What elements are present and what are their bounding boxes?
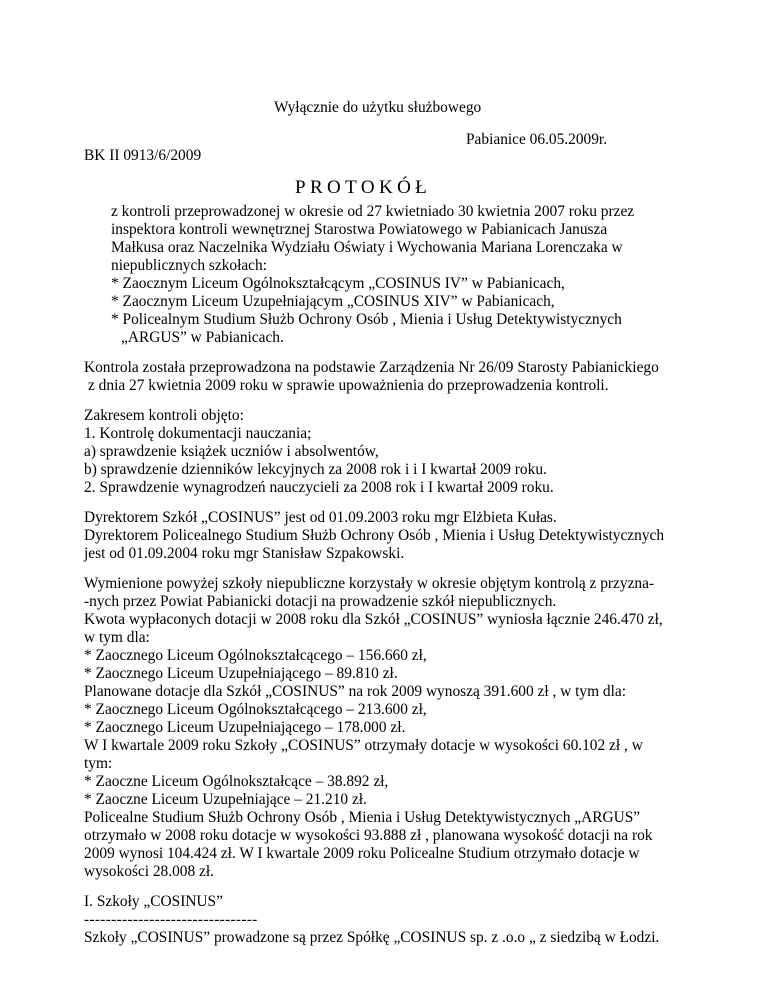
directors-line: Dyrektorem Szkół „COSINUS” jest od 01.09.2003 roku mgr Elżbieta Kułas. (84, 509, 557, 526)
intro-line: „ARGUS” w Pabianicach. (121, 329, 284, 346)
intro-line: z kontroli przeprowadzonej w okresie od 27 kwietniado 30 kwietnia 2007 roku przez (111, 203, 635, 220)
subsidies-line: W I kwartale 2009 roku Szkoły „COSINUS” otrzymały dotacje w wysokości 60.102 zł , w (84, 737, 643, 754)
reference-number: BK II 0913/6/2009 (84, 147, 202, 164)
subsidies-line: 2009 wynosi 104.424 zł. W I kwartale 2009 roku Policealne Studium otrzymało dotacje w (84, 845, 640, 862)
subsidies-line: * Zaocznego Liceum Uzupełniającego – 89.810 zł. (84, 665, 398, 682)
scope-line: 1. Kontrolę dokumentacji nauczania; (84, 425, 312, 442)
scope-line: b) sprawdzenie dzienników lekcyjnych za 2008 rok i i I kwartał 2009 roku. (84, 461, 547, 478)
subsidies-line: otrzymało w 2008 roku dotacje w wysokości 93.888 zł , planowana wysokość dotacji na rok (84, 827, 653, 844)
section-rule: -------------------------------- (84, 911, 258, 928)
subsidies-line: tym: (84, 755, 113, 772)
subsidies-line: * Zaocznego Liceum Ogólnokształcącego – 156.660 zł, (84, 647, 427, 664)
basis-line: Kontrola została przeprowadzona na podstawie Zarządzenia Nr 26/09 Starosty Pabianickiego (84, 359, 659, 376)
scope-line: a) sprawdzenie książek uczniów i absolwentów, (84, 443, 379, 460)
intro-line: inspektora kontroli wewnętrznej Starostwa Powiatowego w Pabianicach Janusza (111, 221, 608, 238)
document-title: PROTOKÓŁ (295, 177, 432, 198)
subsidies-line: -nych przez Powiat Pabianicki dotacji na prowadzenie szkół niepublicznych. (84, 593, 557, 610)
subsidies-line: Policealne Studium Służb Ochrony Osób , Mienia i Usług Detektywistycznych „ARGUS” (84, 809, 641, 826)
subsidies-line: Kwota wypłaconych dotacji w 2008 roku dla Szkół „COSINUS” wyniosła łącznie 246.470 zł, (84, 611, 663, 628)
subsidies-line: * Zaoczne Liceum Ogólnokształcące – 38.892 zł, (84, 773, 389, 790)
directors-line: Dyrektorem Policealnego Studium Służb Ochrony Osób , Mienia i Usług Detektywistycznych (84, 527, 665, 544)
scope-line: Zakresem kontroli objęto: (84, 407, 244, 424)
document-date: Pabianice 06.05.2009r. (466, 131, 608, 148)
directors-line: jest od 01.09.2004 roku mgr Stanisław Szpakowski. (84, 545, 405, 562)
section-heading: I. Szkoły „COSINUS” (84, 893, 223, 910)
subsidies-line: * Zaoczne Liceum Uzupełniające – 21.210 zł. (84, 791, 367, 808)
scope-line: 2. Sprawdzenie wynagrodzeń nauczycieli za 2008 rok i I kwartał 2009 roku. (84, 479, 554, 496)
subsidies-line: Planowane dotacje dla Szkół „COSINUS” na rok 2009 wynoszą 391.600 zł , w tym dla: (84, 683, 626, 700)
subsidies-line: wysokości 28.008 zł. (84, 863, 214, 880)
classification-label: Wyłącznie do użytku służbowego (274, 99, 482, 116)
intro-line: niepublicznych szkołach: (111, 257, 267, 274)
basis-line: z dnia 27 kwietnia 2009 roku w sprawie upoważnienia do przeprowadzenia kontroli. (88, 377, 609, 394)
intro-line: * Policealnym Studium Służb Ochrony Osób , Mienia i Usług Detektywistycznych (111, 311, 622, 328)
section-text: Szkoły „COSINUS” prowadzone są przez Spółkę „COSINUS sp. z .o.o „ z siedzibą w Łodzi. (84, 929, 660, 946)
intro-line: * Zaocznym Liceum Uzupełniającym „COSINUS XIV” w Pabianicach, (111, 293, 555, 310)
intro-line: Małkusa oraz Naczelnika Wydziału Oświaty i Wychowania Mariana Lorenczaka w (111, 239, 623, 256)
subsidies-line: * Zaocznego Liceum Uzupełniającego – 178.000 zł. (84, 719, 406, 736)
subsidies-line: * Zaocznego Liceum Ogólnokształcącego – 213.600 zł, (84, 701, 427, 718)
intro-line: * Zaocznym Liceum Ogólnokształcącym „COSINUS IV” w Pabianicach, (111, 275, 565, 292)
subsidies-line: w tym dla: (84, 629, 150, 646)
subsidies-line: Wymienione powyżej szkoły niepubliczne korzystały w okresie objętym kontrolą z przyzna- (84, 575, 655, 592)
